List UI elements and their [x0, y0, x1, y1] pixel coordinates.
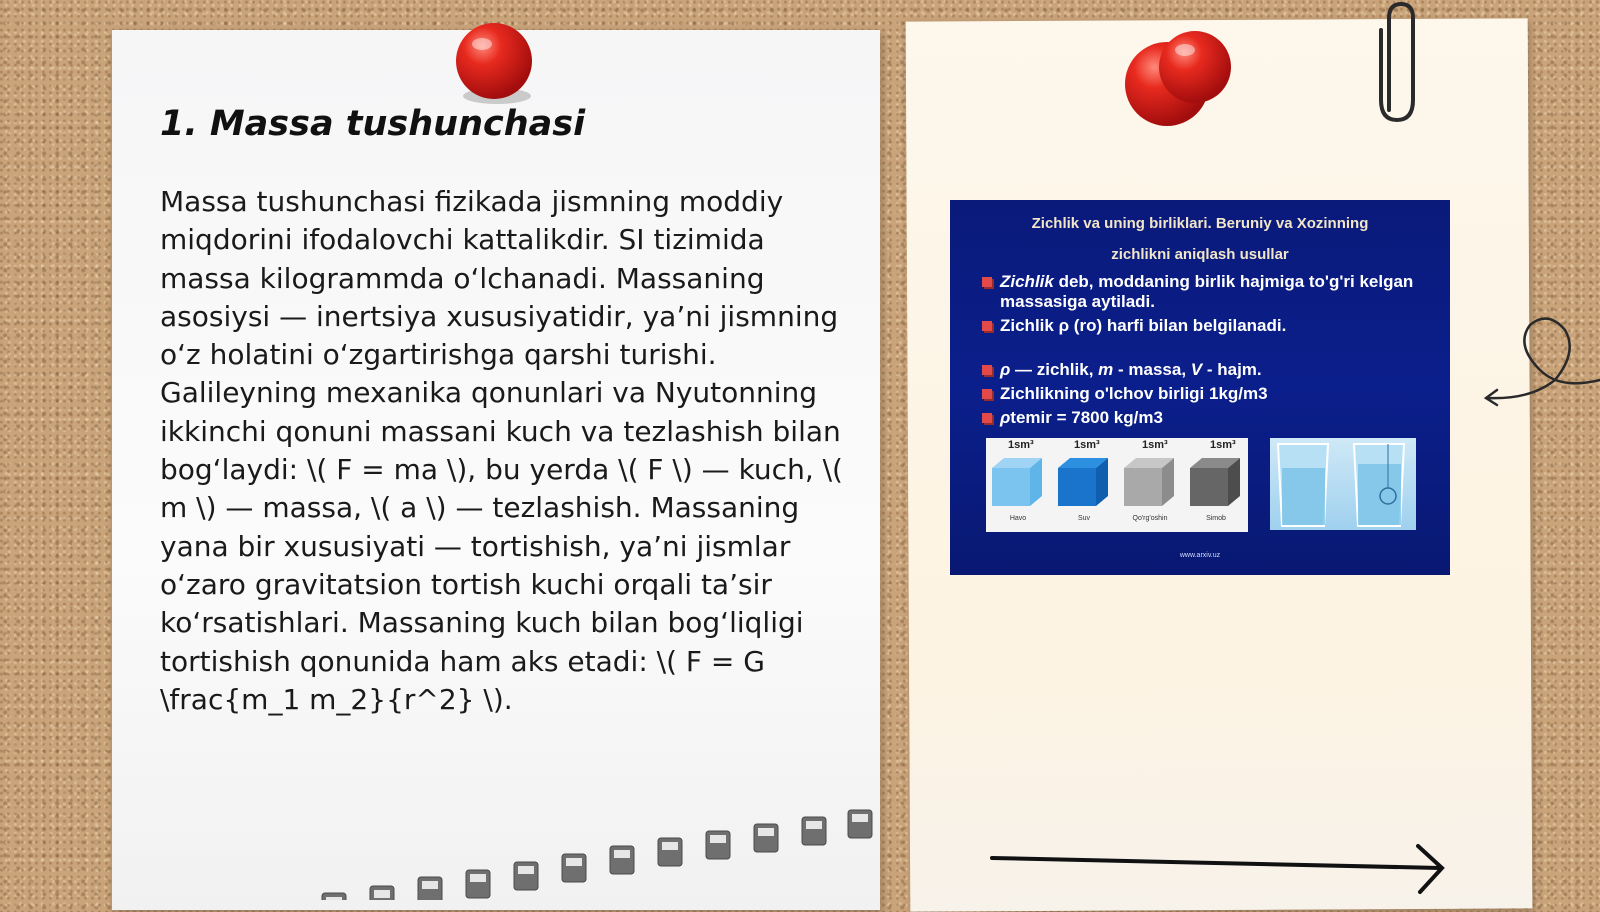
- slide-footer-url: www.arxiv.uz: [1179, 552, 1221, 559]
- cube-caption: Simob: [1206, 515, 1226, 522]
- body-paragraph: Massa tushunchasi fizikada jismning moddiy miqdorini ifodalovchi kattalikdir. SI tizimida massa kilogrammda o‘lchanadi. Massaning asosiysi — inertsiya xususiyatidir, ya’ni jismning o‘z holatini o‘zgartirishga qarshi turishi. Galileyning mexanika qonunlari va Nyutonning ikkinchi qonuni massani kuch va tezlashish bilan bog‘laydi: \( F = ma \), bu yerda \( F \) — kuch, \( m \) — massa, \( a \) — tezlashish. Massaning yana bir xususiyati — tortishish, ya’ni jismlar o‘zaro gravitatsion tortish kuchi orqali ta’sir ko‘rsatishlari. Massaning kuch bilan bog‘liqligi tortishish qonunida ham aks etadi: \( F = G \frac{m_1 m_2}{r^2} \).: [160, 185, 843, 716]
- slide-symbol-v: V: [1190, 360, 1203, 379]
- slide-symbol-m: m: [1098, 360, 1114, 379]
- slide-heading: [950, 208, 1450, 270]
- lead-cube-icon: [1120, 454, 1176, 508]
- page-title: 1. Massa tushunchasi: [160, 104, 586, 144]
- mercury-cube-icon: [1186, 454, 1242, 508]
- air-cube-icon: [988, 454, 1044, 508]
- slide-bullet: [982, 408, 1432, 428]
- slide-bullet: [982, 316, 1432, 336]
- slide-bullet: [982, 272, 1432, 312]
- slide-bullet-term: Zichlik: [1000, 272, 1054, 291]
- slide-bullet-text: — zichlik,: [1010, 360, 1099, 379]
- cube-volume-label: 1sm³: [1074, 439, 1100, 451]
- slide-symbol-rho: ρ: [1000, 360, 1011, 379]
- water-cube-icon: [1054, 454, 1110, 508]
- slide-bullet-text: - massa,: [1113, 360, 1191, 379]
- density-slide-image: [950, 200, 1450, 575]
- slide-bullet: [982, 384, 1432, 404]
- slide-heading-line2: zichlikni aniqlash usullar: [1111, 246, 1289, 263]
- slide-bullet-text: - hajm.: [1202, 360, 1262, 379]
- beakers-illustration: [1270, 438, 1416, 530]
- slide-bullet-list: [982, 272, 1432, 432]
- beaker-icon: [1270, 438, 1416, 530]
- slide-bullet: [982, 360, 1432, 380]
- cubes-illustration: [986, 438, 1248, 532]
- slide-heading-line1: Zichlik va uning birliklari. Beruniy va Xozinning: [1031, 215, 1369, 232]
- cube-caption: Havo: [1009, 515, 1027, 522]
- slide-bullet-text: Zichlik ρ (ro) harfi bilan belgilanadi.: [1000, 316, 1287, 335]
- slide-symbol-rho: ρ: [1000, 408, 1011, 427]
- cube-caption: Suv: [1077, 515, 1091, 522]
- slide-bullet-text: deb, moddaning birlik hajmiga to'g'ri kelgan massasiga aytiladi.: [1000, 272, 1414, 311]
- cube-volume-label: 1sm³: [1210, 439, 1236, 451]
- cube-caption: Qo'rg'oshin: [1132, 515, 1168, 522]
- slide-bullet-text: Zichlikning o'lchov birligi 1kg/m3: [1000, 384, 1268, 403]
- cube-volume-label: 1sm³: [1142, 439, 1168, 451]
- cube-volume-label: 1sm³: [1008, 439, 1034, 451]
- slide-bullet-text: temir = 7800 kg/m3: [1010, 408, 1163, 427]
